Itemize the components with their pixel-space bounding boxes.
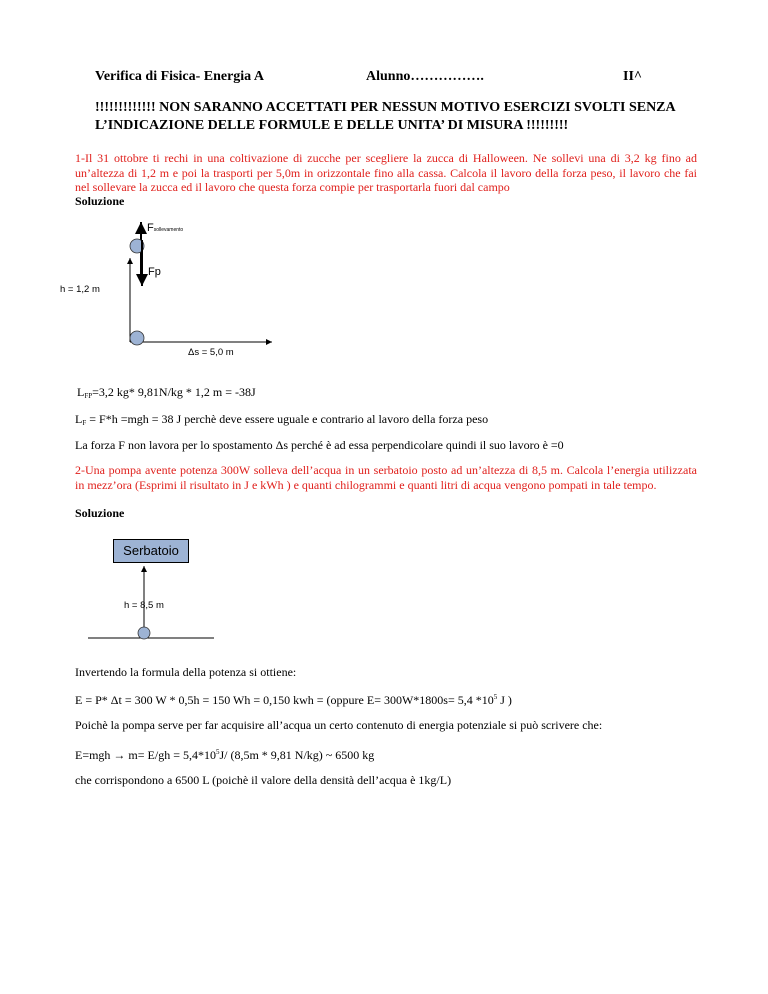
pump-height-label: h = 8,5 m <box>124 600 164 611</box>
exercise-2-solution-label: Soluzione <box>75 506 125 520</box>
warning-text: !!!!!!!!!!!!! NON SARANNO ACCETTATI PER NESSUN MOTIVO ESERCIZI SVOLTI SENZA L’INDICAZIONE DELLE FORMULE E DELLE UNITA’ DI MISURA !!!!!!!!! <box>95 100 675 133</box>
lift-force-label: Fsollevamento <box>147 222 184 234</box>
ex2-intro: Invertendo la formula della potenza si ottiene: <box>75 665 297 679</box>
exercise-2-question: 2-Una pompa avente potenza 300W solleva dell’acqua in un serbatoio posto ad un’altezza di 8,5 m. Calcola l’energia utilizzata in mezz’ora (Esprimi il risultato in J e kWh ) e quanti chilogrammi e quanti litri di acqua vengono pompati in tale tempo. <box>75 463 697 492</box>
exercise-1-solution-label: Soluzione <box>75 194 125 208</box>
tank-box: Serbatoio <box>113 539 189 563</box>
student-field: Alunno……………. <box>366 69 484 84</box>
weight-force-label: Fp <box>148 266 161 278</box>
height-label: h = 1,2 m <box>60 284 100 295</box>
ex2-liters: che corrispondono a 6500 L (poichè il valore della densità dell’acqua è 1kg/L) <box>75 773 452 787</box>
test-title: Verifica di Fisica- Energia A <box>95 69 265 84</box>
ex2-mass: $E=mgh \to m= E/gh = 5,4*10^5J/$ (8,5m * 9,81 N/kg) ~ 6500 kg <box>75 748 375 762</box>
water-ball <box>138 627 150 639</box>
ex1-weight-work: $L_{FP}=3,2$ kg* 9,81N/kg * 1,2 m = -38J <box>77 385 256 400</box>
ex2-potential: Poichè la pompa serve per far acquisire all’acqua un certo contenuto di energia potenziale si può scrivere che: <box>75 718 603 732</box>
pumpkin-bottom <box>130 331 144 345</box>
ex1-lift-work: $L_F = F*h =mgh = 38$ J perchè deve essere uguale e contrario al lavoro della forza peso <box>75 412 489 427</box>
class-label: II^ <box>623 69 643 84</box>
ex1-transport-work: La forza F non lavora per lo spostamento Δs perché è ad essa perpendicolare quindi il suo lavoro è =0 <box>75 438 564 452</box>
exercise-1-question: 1-Il 31 ottobre ti rechi in una coltivazione di zucche per scegliere la zucca di Halloween. Ne sollevi una di 3,2 kg fino ad un’altezza di 1,2 m e poi la trasporti per 5,0m in orizzontale fino alla cassa. Calcola il lavoro della forza peso, il lavoro che fai nel sollevare la zucca ed il lavoro che questa forza compie per trasportarla fuori dal campo <box>75 151 697 194</box>
ex2-energy: E = P* Δt = 300 W * 0,5h = 150 Wh = 0,150 kwh = (oppure E= 300W*1800s= 5,4 $*10^5$ J ) <box>75 693 512 707</box>
displacement-label: Δs = 5,0 m <box>188 347 234 358</box>
